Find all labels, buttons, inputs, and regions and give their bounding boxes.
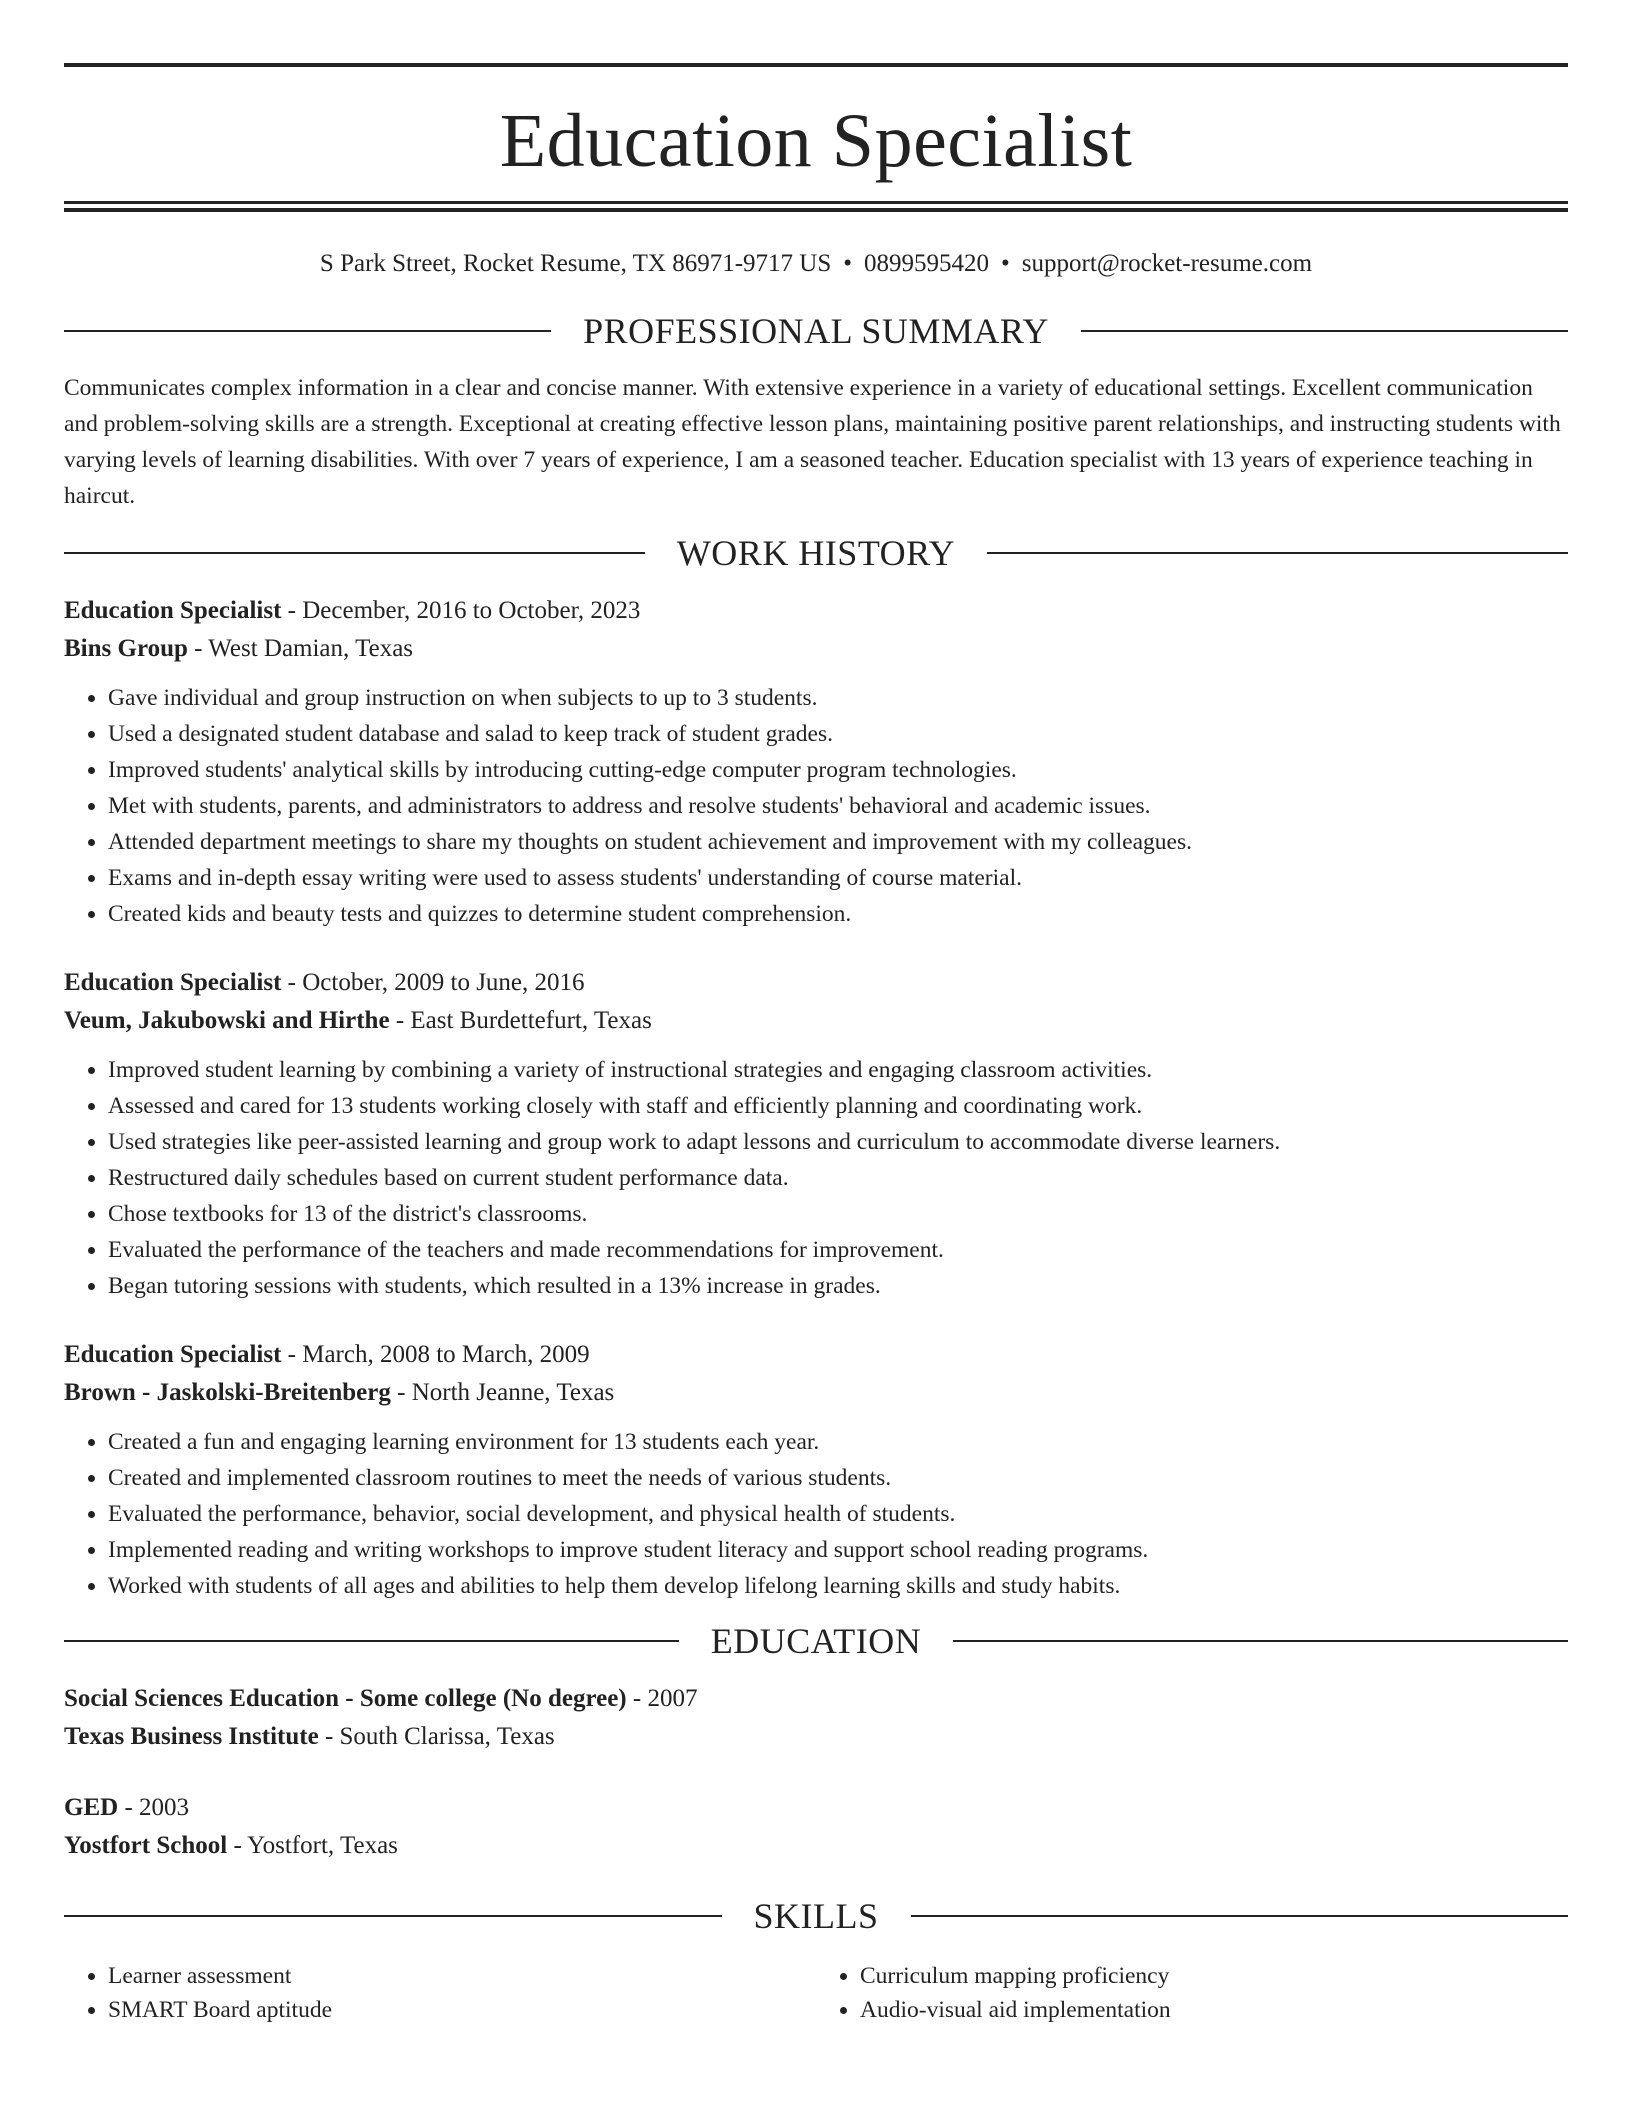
list-item: • Met with students, parents, and administrators to address and resolve students' behavioral and academic issues. [108,788,1568,824]
job-entry [64,592,1568,932]
section-title-summary: PROFESSIONAL SUMMARY [583,311,1049,351]
job-role: Education Specialist [64,597,282,624]
section-rule [64,552,645,554]
list-item: • Exams and in-depth essay writing were used to assess students' understanding of course material. [108,860,1568,896]
header-top-rule [64,63,1568,67]
contact-email: support@rocket-resume.com [1021,250,1313,277]
list-item: • Used strategies like peer-assisted learning and group work to adapt lessons and curriculum to accommodate diverse learners. [108,1124,1568,1160]
section-rule [911,1915,1569,1917]
section-header-education [64,1618,1568,1664]
education-degree: Social Sciences Education - Some college (No degree) [64,1685,627,1712]
list-item: • Worked with students of all ages and abilities to help them develop lifelong learning skills and study habits. [108,1568,1568,1604]
section-title-education: EDUCATION [710,1621,922,1661]
list-item: • Audio-visual aid implementation [860,1993,1568,2027]
contact-phone: 0899595420 [864,250,989,277]
education-school: Texas Business Institute [64,1723,319,1750]
job-title-line [64,1336,1568,1374]
list-item: • Created and implemented classroom routines to meet the needs of various students. [108,1460,1568,1496]
skills-list [64,1959,1568,2027]
education-year: - 2007 [626,1685,698,1712]
section-rule [64,330,551,332]
job-company-line [64,1002,1568,1040]
list-item: • Implemented reading and writing workshops to improve student literacy and support school reading programs. [108,1532,1568,1568]
education-year: - 2003 [118,1794,190,1821]
job-entry [64,1336,1568,1604]
header-double-rule [64,201,1568,212]
job-company-line [64,1374,1568,1412]
list-item: • Evaluated the performance, behavior, social development, and physical health of students. [108,1496,1568,1532]
education-location: - South Clarissa, Texas [318,1723,555,1750]
job-entry [64,964,1568,1304]
list-item: • Used a designated student database and salad to keep track of student grades. [108,716,1568,752]
education-school-line [64,1827,1568,1865]
job-dates: - October, 2009 to June, 2016 [281,969,585,996]
education-school: Yostfort School [64,1832,228,1859]
job-location: - West Damian, Texas [187,635,414,662]
job-title-line [64,592,1568,630]
job-role: Education Specialist [64,969,282,996]
job-role: Education Specialist [64,1341,282,1368]
education-degree-line [64,1789,1568,1827]
education-entry [64,1789,1568,1865]
section-header-work [64,530,1568,576]
education-degree: GED [64,1794,119,1821]
job-dates: - March, 2008 to March, 2009 [281,1341,590,1368]
list-item: • Improved student learning by combining a variety of instructional strategies and engaging classroom activities. [108,1052,1568,1088]
education-school-line [64,1718,1568,1756]
list-item: • Evaluated the performance of the teachers and made recommendations for improvement. [108,1232,1568,1268]
section-rule [987,552,1568,554]
list-item: • Attended department meetings to share my thoughts on student achievement and improvement with my colleagues. [108,824,1568,860]
job-bullets [64,1424,1568,1604]
job-company-line [64,630,1568,668]
education-entry [64,1680,1568,1756]
job-dates: - December, 2016 to October, 2023 [281,597,641,624]
section-title-work: WORK HISTORY [676,533,956,573]
resume-name: Education Specialist [499,99,1133,183]
job-title-line [64,964,1568,1002]
list-item: • Created kids and beauty tests and quizzes to determine student comprehension. [108,896,1568,932]
section-header-skills [64,1893,1568,1939]
contact-separator: • [843,250,852,277]
section-title-skills: SKILLS [753,1896,879,1936]
list-item: • Learner assessment [108,1959,816,1993]
list-item: • Improved students' analytical skills by introducing cutting-edge computer program technologies. [108,752,1568,788]
list-item: • SMART Board aptitude [108,1993,816,2027]
list-item: • Restructured daily schedules based on current student performance data. [108,1160,1568,1196]
job-bullets [64,680,1568,932]
list-item: • Curriculum mapping proficiency [860,1959,1568,1993]
job-company: Veum, Jakubowski and Hirthe [64,1007,390,1034]
job-location: - East Burdettefurt, Texas [389,1007,652,1034]
contact-address: S Park Street, Rocket Resume, TX 86971-9717 US [319,250,832,277]
section-rule [1081,330,1568,332]
skills-column-right [816,1959,1568,2027]
list-item: • Gave individual and group instruction on when subjects to up to 3 students. [108,680,1568,716]
list-item: • Chose textbooks for 13 of the district's classrooms. [108,1196,1568,1232]
list-item: • Created a fun and engaging learning environment for 13 students each year. [108,1424,1568,1460]
contact-line [64,246,1568,282]
job-company: Brown - Jaskolski-Breitenberg [64,1379,391,1406]
skills-column-left [64,1959,816,2027]
job-company: Bins Group [64,635,188,662]
section-rule [64,1915,722,1917]
job-location: - North Jeanne, Texas [390,1379,615,1406]
education-location: - Yostfort, Texas [227,1832,398,1859]
list-item: • Assessed and cared for 13 students working closely with staff and efficiently planning and coordinating work. [108,1088,1568,1124]
summary-text: Communicates complex information in a clear and concise manner. With extensive experience in a variety of educational settings. Excellent communication and problem-solving skills are a strength. Exceptional at creating effective lesson plans, maintaining positive parent relationships, and instructing students with varying levels of learning disabilities. With over 7 years of experience, I am a seasoned teacher. Education specialist with 13 years of experience teaching in haircut. [64,375,1561,509]
education-degree-line [64,1680,1568,1718]
list-item: • Began tutoring sessions with students, which resulted in a 13% increase in grades. [108,1268,1568,1304]
contact-separator: • [1001,250,1010,277]
section-rule [953,1640,1568,1642]
section-rule [64,1640,679,1642]
job-bullets [64,1052,1568,1304]
section-header-summary [64,308,1568,354]
